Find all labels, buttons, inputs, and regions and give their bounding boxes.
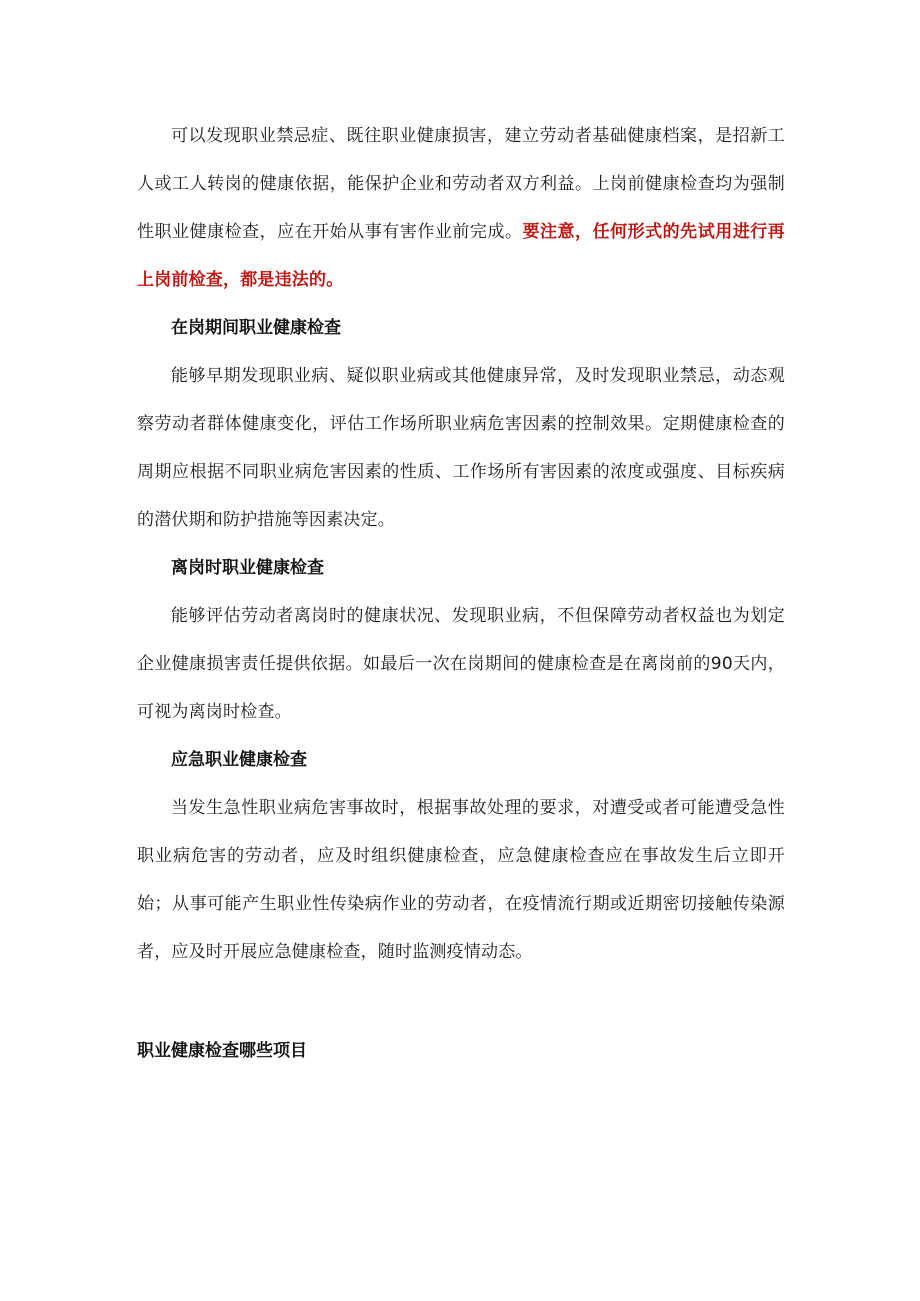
leaving-paragraph: 能够评估劳动者离岗时的健康状况、发现职业病，不但保障劳动者权益也为划定企业健康损害责任提供依据。如最后一次在岗期间的健康检查是在离岗前的90天内，可视为离岗时检查。 (137, 606, 785, 722)
heading-emergency-exam: 应急职业健康检查 (171, 750, 307, 770)
pre-employment-text: 可以发现职业禁忌症、既往职业健康损害，建立劳动者基础健康档案，是招新工人或工人转岗的健康依据，能保护企业和劳动者双方利益。上岗前健康检查均为强制性职业健康检查，应在开始从事有害作业前完成。 (137, 126, 785, 242)
heading-in-service-exam: 在岗期间职业健康检查 (171, 318, 341, 338)
heading-leaving-exam: 离岗时职业健康检查 (171, 558, 324, 578)
illegal-trial-warning: 要注意，任何形式的先试用进行再上岗前检查，都是违法的。 (137, 222, 785, 290)
document-body (137, 112, 785, 976)
emergency-paragraph: 当发生急性职业病危害事故时，根据事故处理的要求，对遭受或者可能遭受急性职业病危害的劳动者，应及时组织健康检查，应急健康检查应在事故发生后立即开始；从事可能产生职业性传染病作业的劳动者，在疫情流行期或近期密切接触传染源者，应及时开展应急健康检查，随时监测疫情动态。 (137, 798, 785, 962)
in-service-paragraph: 能够早期发现职业病、疑似职业病或其他健康异常，及时发现职业禁忌，动态观察劳动者群体健康变化，评估工作场所职业病危害因素的控制效果。定期健康检查的周期应根据不同职业病危害因素的性质、工作场所有害因素的浓度或强度、目标疾病的潜伏期和防护措施等因素决定。 (137, 366, 785, 530)
pre-employment-paragraph (137, 112, 785, 304)
section-title-exam-items: 职业健康检查哪些项目 (137, 1041, 307, 1061)
